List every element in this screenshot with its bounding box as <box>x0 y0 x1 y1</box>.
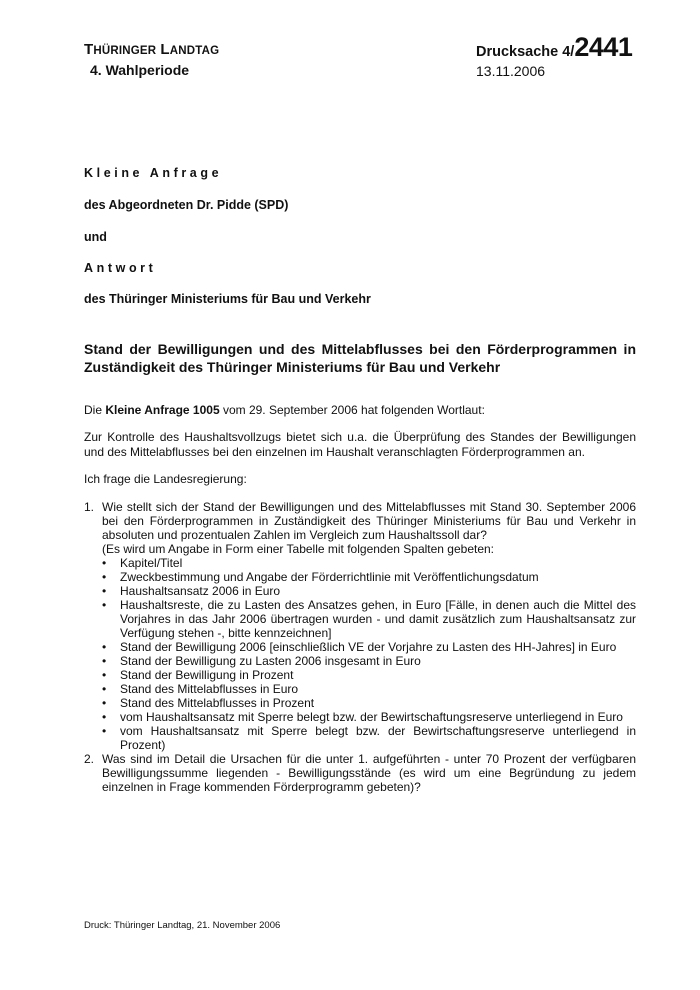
question-1-column-list <box>102 556 636 752</box>
question-1-text: Wie stellt sich der Stand der Bewilligungen und des Mittelabflusses mit Stand 30. September 2006 bei den Förderprogrammen in Zuständigkeit des Thüringer Ministeriums für Bau und Verkehr in absoluten und prozentualen Zahlen im Vergleich zum Haushaltssoll dar? <box>102 500 636 542</box>
intro-paragraph <box>84 403 636 418</box>
bullet-icon: • <box>102 556 107 570</box>
und-line: und <box>84 230 107 244</box>
bullet-icon: • <box>102 654 107 668</box>
document-header-right <box>476 33 632 79</box>
parliament-name: THÜRINGER LANDTAG <box>84 41 220 58</box>
document-header-left <box>84 40 219 80</box>
bullet-icon: • <box>102 682 107 696</box>
question-2-number: 2. <box>84 752 95 766</box>
list-item: • Stand der Bewilligung zu Lasten 2006 insgesamt in Euro <box>102 654 421 668</box>
kleine-anfrage-heading: Kleine Anfrage <box>84 166 223 180</box>
intro-prefix: Die <box>84 403 106 417</box>
print-footer: Druck: Thüringer Landtag, 21. November 2006 <box>84 920 281 931</box>
drucksache-line <box>476 33 632 66</box>
intro-suffix: vom 29. September 2006 hat folgenden Wortlaut: <box>219 403 485 417</box>
question-2-text: Was sind im Detail die Ursachen für die unter 1. aufgeführten - unter 70 Prozent der verfügbaren Bewilligungssumme liegenden - Bewilligungsstände (es wird um eine Begründung zu jedem einzelnen in Frage kommenden Förderprogramm gebeten)? <box>102 752 636 794</box>
drucksache-number: 2441 <box>574 32 633 62</box>
question-intro: Ich frage die Landesregierung: <box>84 472 247 486</box>
list-item: • Stand der Bewilligung 2006 [einschließlich VE der Vorjahre zu Lasten des HH-Jahres] in Euro <box>102 640 617 654</box>
bullet-icon: • <box>102 710 107 724</box>
bullet-icon: • <box>102 570 107 584</box>
question-1 <box>84 500 636 752</box>
list-item: • vom Haushaltsansatz mit Sperre belegt bzw. der Bewirtschaftungsreserve unterliegend in Euro <box>102 710 623 724</box>
list-item: • Stand des Mittelabflusses in Euro <box>102 682 299 696</box>
bullet-icon: • <box>102 668 107 682</box>
list-item: • Zweckbestimmung und Angabe der Förderrichtlinie mit Veröffentlichungsdatum <box>102 570 539 584</box>
drucksache-label: Drucksache 4/ <box>476 44 575 60</box>
list-item: • Stand des Mittelabflusses in Prozent <box>102 696 315 710</box>
intro-anfrage-ref: Kleine Anfrage 1005 <box>105 403 220 417</box>
list-item: • Stand der Bewilligung in Prozent <box>102 668 294 682</box>
question-1-number: 1. <box>84 500 95 514</box>
ministry-line: des Thüringer Ministeriums für Bau und Verkehr <box>84 292 371 306</box>
bullet-icon: • <box>102 640 107 654</box>
bullet-icon: • <box>102 724 107 738</box>
list-item: • Kapitel/Titel <box>102 556 183 570</box>
bullet-icon: • <box>102 696 107 710</box>
list-item: • Haushaltsansatz 2006 in Euro <box>102 584 281 598</box>
context-paragraph: Zur Kontrolle des Haushaltsvollzugs bietet sich u.a. die Überprüfung des Standes der Bewilligungen und des Mittelabflusses bei den einzelnen im Haushalt veranschlagten Förderprogrammen an. <box>84 430 636 459</box>
question-2 <box>84 752 636 794</box>
bullet-icon: • <box>102 584 107 598</box>
electoral-period: 4. Wahlperiode <box>90 62 190 78</box>
bullet-icon: • <box>102 598 107 612</box>
document-title: Stand der Bewilligungen und des Mittelabflusses bei den Förderprogrammen in Zuständigkeit des Thüringer Ministeriums für Bau und Verkehr <box>84 341 636 375</box>
deputy-line: des Abgeordneten Dr. Pidde (SPD) <box>84 198 289 212</box>
question-1-note: (Es wird um Angabe in Form einer Tabelle mit folgenden Spalten gebeten: <box>102 542 495 556</box>
list-item: • vom Haushaltsansatz mit Sperre belegt bzw. der Bewirtschaftungsreserve unterliegend in Prozent) <box>102 724 636 752</box>
list-item: • Haushaltsreste, die zu Lasten des Ansatzes gehen, in Euro [Fälle, in denen auch die Mittel des Vorjahres in das Jahr 2006 übertragen wurden - und damit zusätzlich zum Haushaltsansatz zur Verfügung stehen -, bitte kennzeichnen] <box>102 598 636 640</box>
drucksache-date: 13.11.2006 <box>476 63 546 79</box>
antwort-heading: Antwort <box>84 261 157 275</box>
